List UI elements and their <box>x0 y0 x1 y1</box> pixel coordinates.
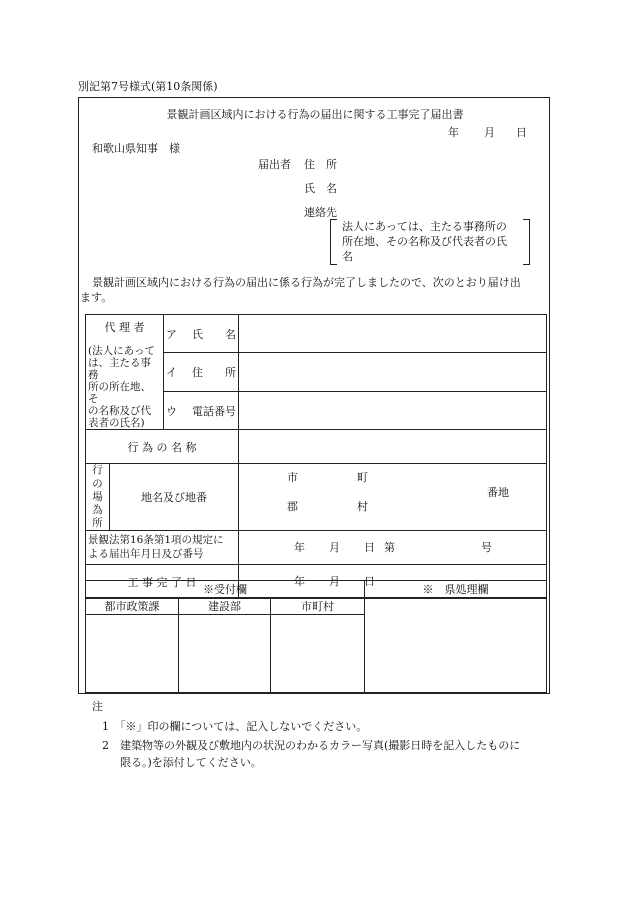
agent-name-label-cell <box>164 315 239 353</box>
reception-col-municipality: 市町村 <box>271 598 365 615</box>
agent-note-line: 所の所在地、そ <box>88 381 151 406</box>
body-text-line: ます。 <box>80 291 113 304</box>
kana-u: ウ <box>166 404 177 418</box>
reception-construction-field[interactable] <box>179 615 271 693</box>
agent-phone-field[interactable] <box>239 391 547 430</box>
completion-month: 月 <box>329 575 340 589</box>
agent-name-field[interactable] <box>239 315 547 353</box>
agent-phone-label: 電話番号 <box>192 404 236 418</box>
act-name-field[interactable] <box>239 430 547 464</box>
agent-note-line: は、主たる事務 <box>88 357 151 382</box>
location-sub-label: 地名及び地番 <box>110 464 239 531</box>
pref-header: ※ 県処理欄 <box>365 581 547 598</box>
law-dai: 第 <box>384 541 395 555</box>
agent-note-line: (法人にあって <box>88 345 155 357</box>
law-label-line: 景観法第16条第1項の規定に <box>88 533 224 546</box>
note-item: 1 「※」印の欄については、記入しないでください。 <box>102 720 368 733</box>
agent-name-label: 氏 名 <box>192 327 236 341</box>
applicant-note-line: 所在地、その名称及び代表者の氏 <box>342 235 507 248</box>
location-banchi: 番地 <box>487 486 509 500</box>
law-label-cell <box>86 531 239 565</box>
law-day: 日 <box>364 541 375 555</box>
addressee: 和歌山県知事 様 <box>92 142 180 155</box>
note-item-continuation: 限る。)を添付してください。 <box>120 756 262 769</box>
reception-header: ※受付欄 <box>86 581 365 598</box>
reception-municipality-field[interactable] <box>271 615 365 693</box>
completion-label: 工 事 完 了 日 <box>86 565 239 599</box>
agent-address-label-cell <box>164 353 239 391</box>
completion-year: 年 <box>294 575 305 589</box>
law-month: 月 <box>329 541 340 555</box>
location-field[interactable] <box>239 464 547 531</box>
law-field[interactable] <box>239 531 547 565</box>
agent-label: 代 理 者 <box>104 321 145 334</box>
applicant-address-label: 住 所 <box>304 158 337 171</box>
details-table <box>85 314 547 599</box>
act-name-label: 行 為 の 名 称 <box>86 430 239 464</box>
agent-address-field[interactable] <box>239 353 547 391</box>
reception-urban-policy-field[interactable] <box>86 615 179 693</box>
kana-a: ア <box>166 327 177 341</box>
applicant-label: 届出者 <box>258 158 291 171</box>
law-go: 号 <box>481 541 492 555</box>
applicant-note-line: 法人にあっては、主たる事務所の <box>342 220 507 233</box>
completion-day: 日 <box>364 575 375 589</box>
agent-note-line: 表者の氏名) <box>88 417 145 430</box>
reception-col-urban-policy: 都市政策課 <box>86 598 179 615</box>
reception-table <box>85 580 547 693</box>
location-village: 村 <box>357 500 368 514</box>
location-label <box>86 464 110 531</box>
applicant-note-line: 名 <box>342 250 353 263</box>
body-text-line: 景観計画区域内における行為の届出に係る行為が完了しましたので、次のとおり届け出 <box>92 276 521 289</box>
applicant-contact-label: 連絡先 <box>304 206 337 219</box>
kana-i: イ <box>166 366 177 380</box>
form-id: 別記第7号様式(第10条関係) <box>78 80 218 93</box>
date-month: 月 <box>484 126 495 139</box>
notes-label: 注 <box>92 700 103 713</box>
date-year: 年 <box>448 126 459 139</box>
agent-phone-label-cell <box>164 391 239 430</box>
form-title: 景観計画区域内における行為の届出に関する工事完了届出書 <box>166 108 464 121</box>
reception-col-construction: 建設部 <box>179 598 271 615</box>
agent-address-label: 住 所 <box>192 366 236 380</box>
location-label-text: 行 の 場 為 所 <box>92 464 103 529</box>
applicant-name-label: 氏 名 <box>304 182 337 195</box>
pref-processing-field[interactable] <box>365 598 547 693</box>
law-year: 年 <box>294 541 305 555</box>
law-label-line: よる届出年月日及び番号 <box>88 547 204 560</box>
location-county: 郡 <box>287 500 298 514</box>
date-day: 日 <box>516 126 527 139</box>
agent-header-cell <box>86 315 164 430</box>
location-town: 町 <box>357 471 368 485</box>
note-item: 2 建築物等の外観及び敷地内の状況のわかるカラー写真(撮影日時を記入したものに <box>102 739 521 752</box>
agent-note-line: の名称及び代 <box>88 405 151 418</box>
location-city: 市 <box>287 471 298 485</box>
